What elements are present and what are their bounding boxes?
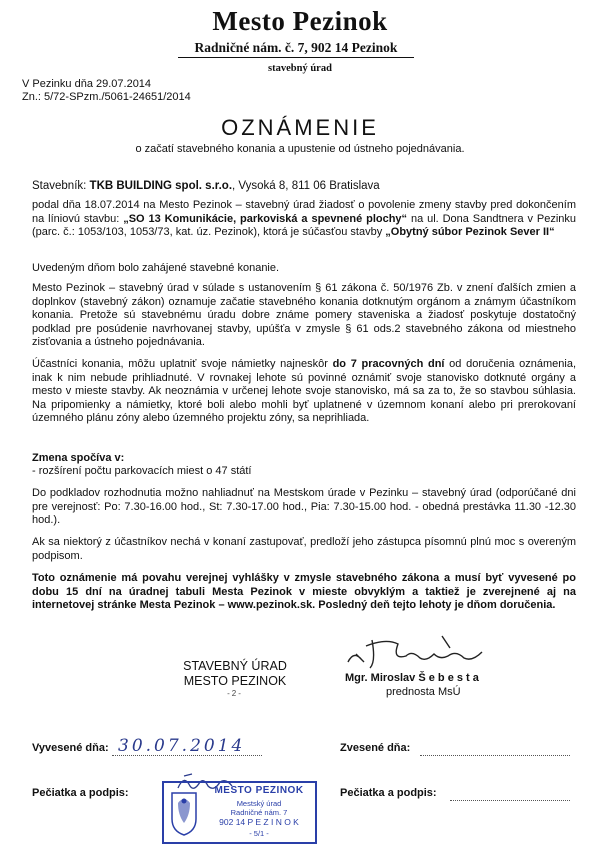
signatory-role: prednosta MsÚ [386,686,461,698]
document-subheading: o začatí stavebného konania a upustenie od ústneho pojednávania. [135,143,465,155]
paragraph-objections [32,358,576,426]
stamp-signature-label-left: Pečiatka a podpis: [32,787,129,799]
posted-label: Vyvesené dňa: [32,742,109,754]
posted-official-stamp [162,781,317,844]
department-name: stavebný úrad [268,63,332,74]
reference-number: Zn.: 5/72-SPzm./5061-24651/2014 [22,91,191,103]
builder-name: TKB BUILDING spol. s.r.o. [89,180,233,192]
paragraph-text: podal dňa 18.07.2014 na Mesto Pezinok – stavebný úrad žiadosť o povolenie zmeny stavby pred dokončením na líniovú stavbu: [32,199,576,225]
posted-stamp-line4: 902 14 P E Z I N O K [219,817,299,827]
document-heading: OZNÁMENIE [221,115,379,140]
deadline-text: do 7 pracovných dní [332,358,445,370]
paragraph-text: na ul. Dona Sandtnera v Pezinku (parc. č.: 1053/103, 1053/73, kat. úz. Pezinok), ktorá je súčasťou stavby [32,212,576,238]
paragraph-documents: Do podkladov rozhodnutia možno nahliadnuť na Mestskom úrade v Pezinku – stavebný úrad (odporúčané dni pre verejnosť: Po: 7.30-16.00 hod., St: 7.30-17.00 hod., Pia: 7.30-15.00 hod. - obedná prestávka 11.30 -12.30 hod.). [32,487,576,526]
office-stamp-line3: -2- [227,689,243,698]
removed-label: Zvesené dňa: [340,742,411,754]
parent-project-name: „Obytný súbor Pezinok Sever II“ [385,226,555,238]
office-stamp-line2: MESTO PEZINOK [183,674,287,688]
stamp-signature-label-right: Pečiatka a podpis: [340,787,437,799]
office-stamp-line1: STAVEBNÝ ÚRAD [183,659,287,673]
handwritten-signature-icon [342,632,502,674]
builder-line [32,180,576,194]
builder-address: , Vysoká 8, 811 06 Bratislava [232,180,380,192]
posted-stamp-line2: Mestský úrad [236,799,282,808]
posted-date: 30.07.2014 [118,736,246,756]
city-title: Mesto Pezinok [212,6,388,36]
paragraph-commenced: Uvedeným dňom bolo zahájené stavebné konanie. [32,262,280,274]
removed-date-line [420,755,570,756]
posted-date-line [112,755,262,756]
office-stamp [170,659,300,699]
city-address: Radničné nám. č. 7, 902 14 Pezinok [178,40,414,58]
posted-stamp-line1: MESTO PEZINOK [214,785,304,796]
change-item: - rozšírení počtu parkovacích miest o 47 státí [32,465,252,477]
builder-label: Stavebník: [32,180,87,192]
paragraph-representation: Ak sa niektorý z účastníkov nechá v konaní zastupovať, predloží jeho zástupca písomnú plnú moc s overeným podpisom. [32,536,576,562]
paragraph-text: od doručenia oznámenia, inak k nim nebude prihliadnuté. V rovnakej lehote sú povinné oznámiť svoje stanovisko dotknuté orgány a mesto v mieste stavby. Ak neoznámia v určenej lehote svoje stanovisko, má sa za to, že so stavbou súhlasia. Na pripomienky a námietky, ktoré boli alebo mohli byť uplatnené v územnom konaní alebo pri prerokovaní územného plánu zóny alebo územného projektu zóny, sa neprihliada. [32,358,577,424]
posted-stamp-line3: Radničné nám. 7 [230,808,288,817]
coat-of-arms-icon [170,789,198,837]
paragraph-text: Účastníci konania, môžu uplatniť svoje námietky najneskôr [32,358,333,370]
posted-stamp-line5: - 5/1 - [249,829,269,838]
place-date: V Pezinku dňa 29.07.2014 [22,78,152,90]
project-name: „SO 13 Komunikácie, parkoviská a spevnené plochy“ [123,212,408,225]
paragraph-request [32,199,576,240]
paragraph-legal-basis: Mesto Pezinok – stavebný úrad v súlade s ustanovením § 61 zákona č. 50/1976 Zb. v znení ďalších zmien a doplnkov (stavebný zákon) oznamuje začatie stavebného konania dotknutým orgánom a známym účastníkom konania. Pretože sú stavebnému úradu dobre známe pomery staveniska a žiadosť poskytuje dostatočný podklad pre posúdenie navrhovanej stavby, upúšťa v zmysle § 61 ods.2 stavebného zákona od miestneho zisťovania a ústneho pojednávania. [32,282,576,348]
signatory-name: Mgr. Miroslav Š e b e s t a [345,672,479,684]
paragraph-public-notice: Toto oznámenie má povahu verejnej vyhlášky v zmysle stavebného zákona a musí byť vyvesené po dobu 15 dní na úradnej tabuli Mesta Pezinok v mieste obvyklým a taktiež je zverejnené aj na internetovej stránke Mesta Pezinok – www.pezinok.sk. Posledný deň tejto lehoty je dňom doručenia. [32,572,576,611]
change-label: Zmena spočíva v: [32,452,125,464]
signature-line-right [450,800,570,801]
